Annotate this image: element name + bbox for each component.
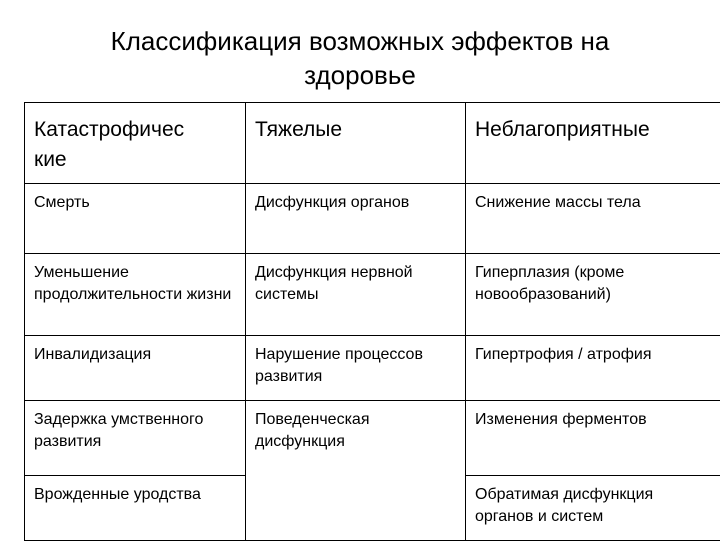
table-cell: Дисфункция нервной системы [246,254,466,336]
table-cell: Гиперплазия (кроме новообразований) [466,254,720,336]
header-catastrophic-label: Катастрофичес кие [34,118,184,171]
table-row [25,184,720,254]
table-cell: Изменения ферментов [466,401,720,476]
table-cell: Гипертрофия / атрофия [466,336,720,401]
table-cell: Задержка умственного развития [25,401,246,476]
table-cell: Снижение массы тела [466,184,720,254]
table-header-row [25,103,720,184]
effects-classification-table [24,102,720,541]
header-severe-label: Тяжелые [255,118,342,141]
header-adverse [466,103,720,184]
table-row [25,401,720,476]
table-cell: Обратимая дисфункция органов и систем [466,476,720,541]
table-row [25,254,720,336]
header-catastrophic [25,103,246,184]
table-cell: Поведенческая дисфункция [246,401,466,541]
table-row [25,336,720,401]
header-adverse-label: Неблагоприятные [475,118,650,141]
table-cell: Уменьшение продолжительности жизни [25,254,246,336]
table-cell: Дисфункция органов [246,184,466,254]
table-cell: Смерть [25,184,246,254]
page-title: Классификация возможных эффектов на здоровье [60,24,660,92]
header-severe [246,103,466,184]
table-cell: Врожденные уродства [25,476,246,541]
table-cell: Инвалидизация [25,336,246,401]
table-cell: Нарушение процессов развития [246,336,466,401]
